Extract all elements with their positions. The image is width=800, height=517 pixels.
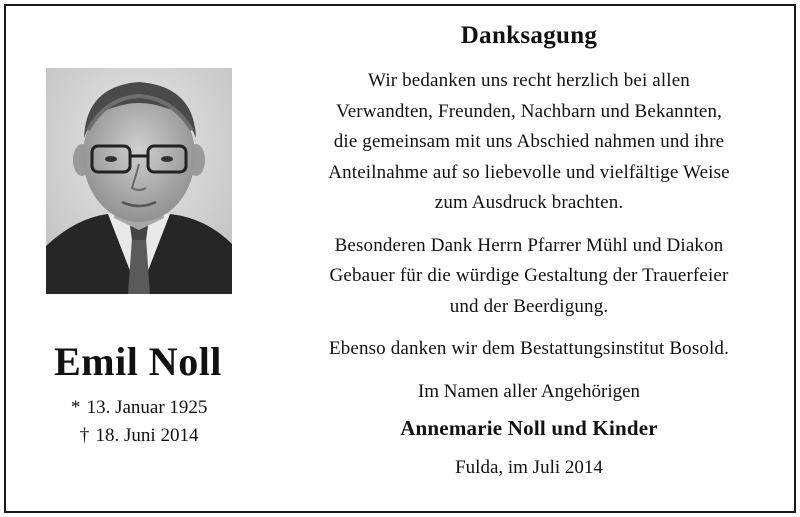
portrait-photo bbox=[46, 68, 232, 294]
text-line: Verwandten, Freunden, Nachbarn und Bekannten, bbox=[335, 100, 723, 122]
deceased-name: Emil Noll bbox=[54, 339, 222, 384]
paragraph-funeral-home bbox=[262, 334, 796, 365]
portrait-photo-icon bbox=[46, 68, 232, 294]
text-line: Wir bedanken uns recht herzlich bei allen bbox=[368, 70, 690, 91]
death-cross-icon: † bbox=[79, 425, 90, 446]
text-line: die gemeinsam mit uns Abschied nahmen und ihre bbox=[333, 131, 725, 152]
text-line: Anteilnahme auf so liebevolle und vielfältige Weise bbox=[328, 161, 730, 183]
text-line: Besonderen Dank Herrn Pfarrer Mühl und Diakon bbox=[334, 234, 724, 256]
birth-star-icon: * bbox=[70, 397, 81, 418]
text-line: Gebauer für die würdige Gestaltung der Trauerfeier bbox=[329, 265, 729, 286]
birth-date-line bbox=[20, 394, 256, 422]
family-signature: Annemarie Noll und Kinder bbox=[400, 415, 658, 440]
notice-heading: Danksagung bbox=[460, 22, 598, 49]
death-date-line bbox=[20, 422, 256, 450]
thank-you-text bbox=[262, 20, 796, 483]
closing-line: Im Namen aller Angehörigen bbox=[417, 380, 641, 402]
paragraph-special-thanks bbox=[262, 231, 796, 323]
birth-date: 13. Januar 1925 bbox=[86, 397, 208, 418]
life-dates bbox=[20, 394, 256, 450]
text-line: Ebenso danken wir dem Bestattungsinstitut Bosold. bbox=[329, 338, 729, 359]
text-line: und der Beerdigung. bbox=[449, 295, 609, 317]
text-line: zum Ausdruck brachten. bbox=[434, 192, 624, 213]
paragraph-thanks bbox=[262, 66, 796, 219]
death-date: 18. Juni 2014 bbox=[95, 425, 199, 446]
place-and-date: Fulda, im Juli 2014 bbox=[455, 456, 603, 478]
